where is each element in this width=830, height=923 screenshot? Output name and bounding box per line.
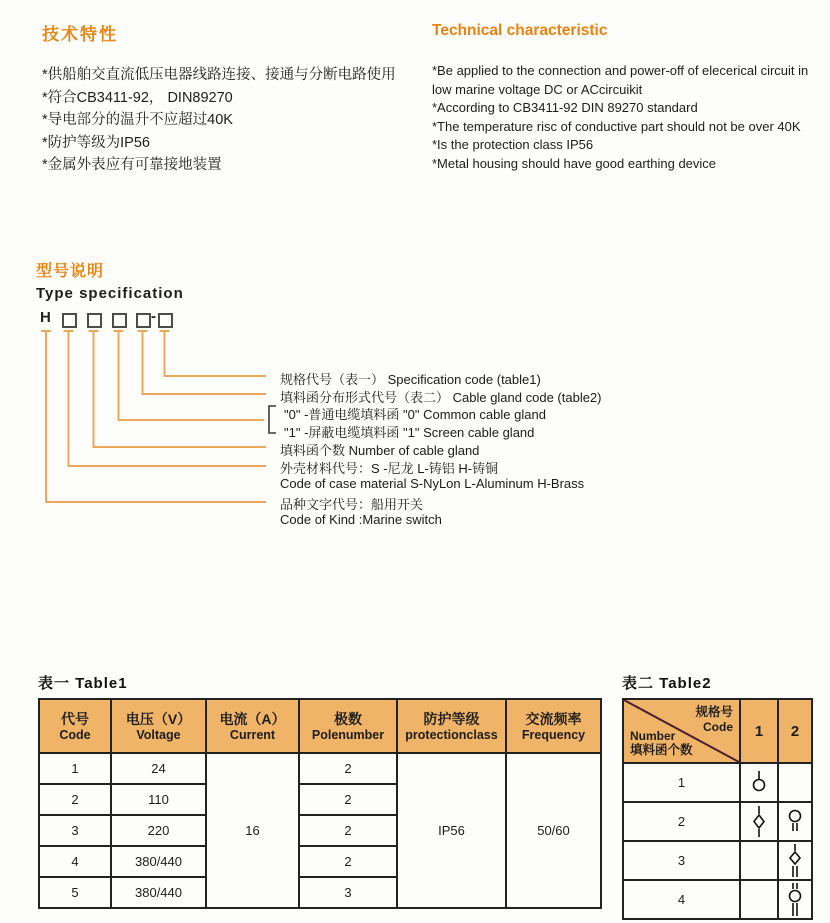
table1-title: 表一 Table1 [38, 675, 128, 692]
table2-row [623, 880, 812, 919]
header-en: Voltage [136, 727, 181, 742]
header-en: Number [630, 729, 676, 743]
header-en: Code [59, 727, 91, 742]
bracket-01-options [269, 406, 276, 433]
cell-symbol [740, 763, 778, 802]
table1-header-row [39, 699, 601, 753]
table2-header-number-label [630, 729, 693, 758]
typespec-heading-en: Type specification [36, 285, 184, 302]
header-cn: 防护等级 [423, 710, 480, 727]
cell-voltage: 380/440 [111, 877, 206, 908]
table2-header-diagonal-cell [623, 699, 740, 763]
header-cn: 规格号 [695, 705, 733, 719]
cell-code: 2 [39, 784, 111, 815]
cell-code: 1 [39, 753, 111, 784]
header-cn: 代号 [61, 710, 89, 727]
gland-circle-double-both-icon [783, 883, 807, 917]
cell-frequency-merged: 50/60 [506, 753, 601, 908]
cell-symbol-empty [740, 880, 778, 919]
table2-row [623, 802, 812, 841]
table1-header-code [39, 699, 111, 753]
table1-header-voltage [111, 699, 206, 753]
callout-material-en: Code of case material S-NyLon L-Aluminum H-Brass [280, 476, 585, 491]
table1 [38, 698, 602, 909]
gland-circle-double-bottom-icon [783, 808, 807, 836]
tech-bullet-cn: *供船舶交直流低压电器线路连接、接通与分断电路使用 [42, 67, 396, 83]
type-code-prefix: H [40, 309, 51, 326]
cell-voltage: 24 [111, 753, 206, 784]
table1-header-protection [397, 699, 506, 753]
callout-option-1: "1" -屏蔽电缆填料函 "1" Screen cable gland [284, 425, 535, 440]
callout-gland-code: 填料函分布形式代号（表二） Cable gland code (table2) [280, 390, 602, 405]
gland-stem-both-icon [747, 806, 771, 838]
header-cn: 电流（A） [219, 710, 286, 727]
callout-kind-en: Code of Kind :Marine switch [280, 512, 442, 527]
header-en: Frequency [521, 727, 586, 742]
cell-number: 1 [623, 763, 740, 802]
callout-kind-cn: 品种文字代号：船用开关 [280, 497, 424, 512]
table2-header-col2: 2 [778, 699, 812, 763]
cell-pole: 2 [299, 846, 397, 877]
tech-bullet-en: *Metal housing should have good earthing device [432, 155, 717, 171]
cell-symbol [778, 841, 812, 880]
table1-header-current [206, 699, 299, 753]
tech-bullets-en [432, 62, 830, 173]
cell-code: 4 [39, 846, 111, 877]
cell-symbol [778, 880, 812, 919]
typespec-heading-cn: 型号说明 [36, 263, 105, 280]
table2-row [623, 841, 812, 880]
cell-number: 2 [623, 802, 740, 841]
tech-bullet-cn: *防护等级为IP56 [42, 134, 150, 151]
cell-symbol-empty [740, 841, 778, 880]
callout-gland-count: 填料函个数 Number of cable gland [280, 443, 480, 458]
table1-header-frequency [506, 699, 601, 753]
gland-stem-top-icon [747, 770, 771, 796]
table1-row [39, 753, 601, 784]
tech-heading-en: Technical characteristic [432, 22, 608, 39]
cell-pole: 3 [299, 877, 397, 908]
tech-bullet-cn: *金属外表应有可靠接地装置 [42, 157, 222, 173]
cell-symbol [778, 802, 812, 841]
callout-spec-code: 规格代号（表一） Specification code (table1) [280, 372, 541, 387]
cell-voltage: 220 [111, 815, 206, 846]
table2-header-code-label [695, 705, 733, 734]
table2 [622, 698, 813, 920]
callout-material-cn: 外壳材料代号：S -尼龙 L-铸铝 H-铸铜 [280, 461, 499, 476]
header-cn: 交流频率 [525, 710, 582, 727]
cell-pole: 2 [299, 753, 397, 784]
tech-heading-cn: 技术特性 [42, 25, 118, 44]
cell-pole: 2 [299, 784, 397, 815]
type-code-connector-lines [0, 0, 300, 540]
cell-number: 3 [623, 841, 740, 880]
tech-bullet-en: *The temperature risc of conductive part should not be over 40K [432, 118, 801, 134]
cell-code: 3 [39, 815, 111, 846]
table2-header-row [623, 699, 812, 763]
type-code-dash: - [151, 308, 156, 325]
tech-bullet-en: *According to CB3411-92 DIN 89270 standard [432, 100, 698, 115]
tech-bullet-cn: *导电部分的温升不应超过40K [42, 112, 233, 128]
cell-number: 4 [623, 880, 740, 919]
tech-bullet-cn: *符合CB3411-92， DIN89270 [42, 89, 233, 106]
cell-voltage: 110 [111, 784, 206, 815]
tech-bullet-en: *Is the protection class IP56 [432, 137, 594, 152]
header-cn: 极数 [334, 710, 362, 727]
cell-current-merged: 16 [206, 753, 299, 908]
header-cn: 电压（V） [125, 710, 192, 727]
header-en: Polenumber [311, 727, 385, 742]
cell-pole: 2 [299, 815, 397, 846]
cell-protection-merged: IP56 [397, 753, 506, 908]
header-en: Code [703, 720, 733, 734]
cell-symbol [740, 802, 778, 841]
gland-stem-top-double-bottom-icon [783, 844, 807, 878]
table2-header-col1: 1 [740, 699, 778, 763]
header-en: Current [229, 727, 276, 742]
cell-symbol-empty [778, 763, 812, 802]
header-cn: 填料函个数 [630, 743, 693, 757]
cell-code: 5 [39, 877, 111, 908]
cell-voltage: 380/440 [111, 846, 206, 877]
callout-option-0: "0" -普通电缆填料函 "0" Common cable gland [284, 407, 546, 422]
header-en: protectionclass [405, 727, 498, 742]
table2-title: 表二 Table2 [622, 675, 712, 692]
table2-row [623, 763, 812, 802]
tech-bullet-en: *Be applied to the connection and power-off of elecerical circuit in low marine voltage DC or ACcircuikit [432, 63, 809, 97]
table1-header-polenumber [299, 699, 397, 753]
